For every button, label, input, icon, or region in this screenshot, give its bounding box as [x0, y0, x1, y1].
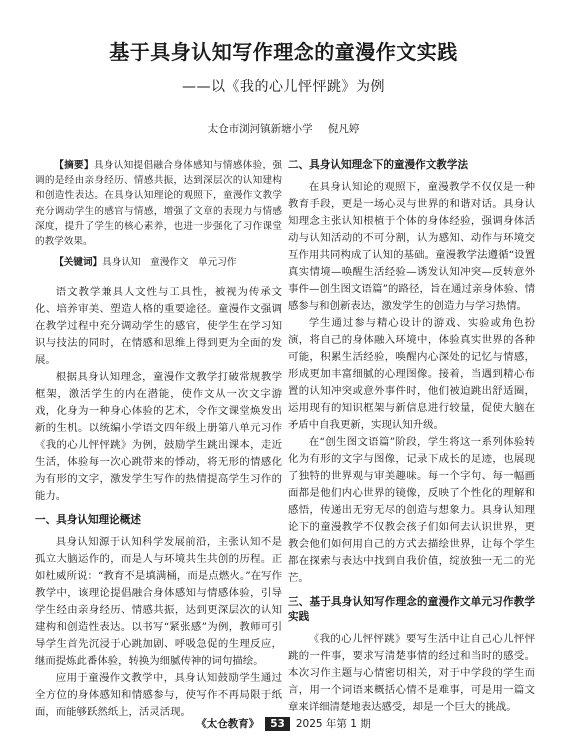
author-affiliation: 太仓市浏河镇新塘小学 [207, 123, 313, 135]
abstract [35, 158, 282, 249]
intro-paragraph: 语文教学兼具人文性与工具性，被视为传承文化、培养审美、塑造人格的重要途径。童漫作文强调在教学过程中充分调动学生的感官，使学生在学习知识与技法的同时，在情感和思维上得到更为全面的发展。 [35, 286, 282, 367]
article-title: 基于具身认知写作理念的童漫作文实践 [109, 40, 458, 64]
section-paragraph: 应用于童漫作文教学中，具身认知鼓励学生通过全方位的身体感知和情感参与，使写作不再局限于纸面，而能够跃然纸上，活灵活现。 [35, 672, 282, 719]
author-name: 倪凡婷 [327, 123, 360, 135]
left-column [35, 158, 282, 721]
section-paragraph: 《我的心儿怦怦跳》要写生活中让自己心儿怦怦跳的一件事，要求写清楚事情的经过和当时的感受。本次习作主题与心情密切相关，对于中学段的学生而言，用一个词语来概括心情不是难事，可是用一篇文章来详细清楚地表达感受，却是一个巨大的挑战。 [288, 633, 535, 713]
abstract-label: 【摘要】 [54, 160, 94, 171]
abstract-text: 具身认知提倡融合身体感知与情感体验，强调的是经由亲身经历、情感共振，达到深层次的认知建构和创造性表达。在具身认知理论的观照下，童漫作文教学充分调动学生的感官与情感，增强了文章的表现力与情感深度，提升了学生的核心素养，也进一步强化了习作课堂的教学效果。 [35, 160, 283, 248]
author-line [0, 121, 567, 136]
right-column [288, 158, 535, 716]
section-paragraph: 学生通过参与精心设计的游戏、实验或角色扮演，将自己的身体融入环境中，体验真实世界的各种可能，积累生活经验，唤醒内心深处的记忆与情感，形成更加丰富细腻的心理图像。接着，当遇到精心布置的认知冲突或意外事件时，他们被迫跳出舒适圈，运用现有的知识框架与新信息进行较量，促使大脑在矛盾中自我更新，实现认知升级。 [288, 317, 535, 431]
keywords [35, 255, 282, 270]
section-heading: 三、基于具身认知写作理念的童漫作文单元习作教学实践 [288, 596, 535, 623]
section-heading: 一、具身认知理论概述 [35, 514, 141, 527]
issue-label: 2025 年第 1 期 [295, 718, 371, 730]
section-paragraph: 在“创生图文语篇”阶段，学生将这一系列体验转化为有形的文字与图像，记录下成长的足迹，也展现了独特的世界观与审美趣味。每一个字句、每一幅画面都是他们内心世界的镜像，反映了个性化的理解和感悟，传递出无穷无尽的创造与想象力。具身认知理论下的童漫教学不仅教会孩子们如何去认识世界，更教会他们如何用自己的方式去描绘世界，让每个学生都在探索与表达中找到自我价值，绽放独一无二的光芒。 [288, 436, 535, 584]
page-number: 53 [265, 717, 290, 731]
keywords-text: 具身认知 童漫作文 单元习作 [102, 257, 237, 269]
article-subtitle: ——以《我的心儿怦怦跳》为例 [182, 79, 385, 95]
section-heading: 二、具身认知理念下的童漫作文教学法 [288, 159, 469, 171]
journal-name: 《太仓教育》 [196, 718, 260, 730]
keywords-label: 【关键词】 [54, 257, 103, 269]
intro-paragraph: 根据具身认知理念，童漫作文教学打破常规教学框架，激活学生的内在潜能，使作文从一次文字游戏，化身为一种身心体验的艺术，令作文课堂焕发出新的生机。以统编小学语文四年级上册第八单元习作《我的心儿怦怦跳》为例，鼓励学生跳出课本，走近生活，体验每一次心跳带来的悸动，将无形的情感化为有形的文字，激发学生写作的热情提高学生习作的能力。 [35, 371, 282, 503]
page-footer [0, 716, 567, 731]
section-paragraph: 在具身认知论的观照下，童漫教学不仅仅是一种教育手段，更是一场心灵与世界的和谐对话。具身认知理念主张认知根植于个体的身体经验，强调身体活动与认知活动的不可分割，认为感知、动作与环境交互作用共同构成了认知的基础。童漫教学法遵循“设置真实情境—唤醒生活经验—诱发认知冲突—反转意外事件—创生图文语篇”的路径，旨在通过亲身体验、情感参与和创新表达，激发学生的创造力与学习热情。 [288, 181, 535, 312]
section-paragraph: 具身认知源于认知科学发展前沿，主张认知不是孤立大脑运作的，而是人与环境共生共创的历程。正如杜威所说：“教育不是填满桶，而是点燃火。”在写作教学中，该理论提倡融合身体感知与情感体验，引导学生经由亲身经历、情感共振，达到更深层次的认知建构和创造性表达。以书写“紧张感”为例，教师可引导学生首先沉浸于心跳加剧、呼吸急促的生理反应，继而提炼此番体验，转换为细腻传神的词句描绘。 [35, 536, 282, 668]
